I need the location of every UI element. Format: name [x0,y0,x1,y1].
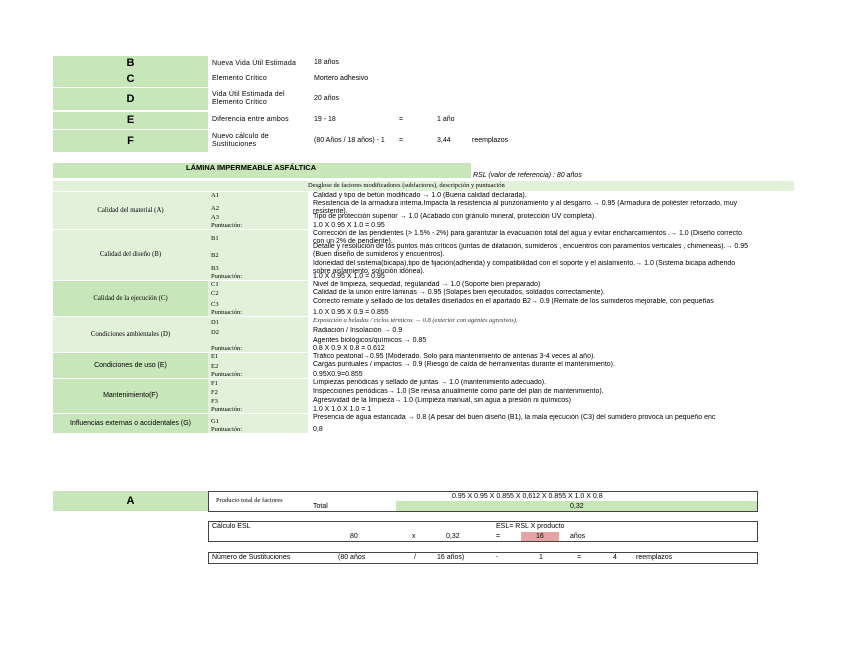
subs-label: Número de Sustituciones [212,554,291,561]
esl-v1: 80 [350,533,358,540]
row-value: (80 Años / 18 años) - 1 [314,137,385,144]
subfactor-text: Agentes biológicos/químicos → 0.85 [313,337,427,344]
subs-minus: - [496,554,499,561]
row-value: 19 - 18 [314,116,336,123]
subfactor-code: E1 [211,353,219,360]
row-letter-cell [53,130,208,152]
subs-v1: (80 años [338,554,366,561]
product-total-value: 0,32 [570,503,584,510]
row-letter-cell [53,71,208,87]
row-letter: C [126,73,135,85]
factor-name: Calidad del diseño (B) [99,251,162,258]
section-title: LÁMINA IMPERMEABLE ASFÁLTICA [186,163,317,172]
factor-name: Calidad del material (A) [97,206,164,214]
subfactor-text: 0.95X0.9=0.855 [313,371,363,378]
subfactor-code: Puntuación: [211,371,243,378]
subfactor-text: Correcto remate y sellado de los detalles diseñados en el apartado B2→ 0.9 (Remate de los sumideros mejorable, con pequeñas [313,298,714,305]
subfactor-code: Puntuación: [211,345,243,352]
row-sign: = [399,137,404,144]
row-letter-cell [53,112,208,129]
subs-v2: 16 años) [437,554,465,561]
subfactor-text: 0,8 [313,426,323,433]
subfactor-code: Puntuación: [211,309,243,316]
subfactor-text: 1.0 X 0.95 X 1.0 = 0.95 [313,222,385,229]
row-value: Mortero adhesivo [314,75,369,82]
subfactor-text: Calidad y tipo de betún modificado → 1.0 (Buena calidad declarada). [313,192,527,199]
subs-eq: = [577,554,582,561]
row-letter: D [126,93,135,105]
subfactor-code: D2 [211,329,219,336]
subfactor-code: F3 [211,398,218,405]
subfactor-code: C1 [211,281,219,288]
subfactor-text: Inspecciones periódicas→ 1.0 (Se revisa anualmente como parte del plan de mantenimiento). [313,388,604,395]
row-extra: reemplazos [472,137,509,144]
esl-v2: 0,32 [446,533,460,540]
factor-name: Mantenimiento(F) [103,392,158,399]
factor-name-cell [53,192,208,229]
subfactor-text: Calidad de la unión entre láminas → 0.95 (Solapes bien ejecutados, soldados correctamente). [313,289,605,296]
row-label: Vida Útil Estimada del Elemento Crítico [212,91,285,106]
esl-op: x [412,533,416,540]
esl-formula: ESL= RSL X producto [496,523,565,530]
product-letter-cell [53,491,208,511]
subfactor-code: A2 [211,205,219,212]
subfactor-text: Limpiezas periódicas y sellado de juntas → 1.0 (mantenimiento adecuado). [313,379,547,386]
subfactor-code: Puntuación: [211,426,243,433]
subfactor-code: C3 [211,301,219,308]
row-letter: B [126,57,135,69]
subfactor-text: Resistencia de la armadura interna.Impacta la resistencia al punzonamiento y al desgarro.→ 0.95 (Armadura de poliéster reforzado, muy resistente). [313,200,738,214]
subs-box [208,552,758,564]
product-letter: A [126,495,135,507]
subfactor-text: Presencia de agua estancada → 0.8 (A pesar del buen diseño (B1), la mala ejecución (C3) del sumidero provoca un pequeño enc [313,414,716,421]
subfactor-text: 1.0 X 1.0 X 1.0 = 1 [313,406,372,413]
row-result: 3,44 [437,137,451,144]
subfactor-code: C2 [211,290,219,297]
subfactor-code: F1 [211,380,218,387]
factor-name-cell [53,379,208,413]
row-label: Diferencia entre ambos [212,116,289,123]
esl-label: Cálculo ESL [212,523,251,530]
subs-op: / [414,554,416,561]
subfactor-code: B3 [211,265,219,272]
subfactor-text: Idoneidad del sistema(bicapa),tipo de fijación(adherida) y compatibilidad con el soporte y el aislamiento.→ 1.0 (Sistema bicapa adherido sobre aislamiento, solución idónea). [313,260,736,274]
subfactor-text: 0.8 X 0.9 X 0.8 = 0.612 [313,345,385,352]
subfactor-code: F2 [211,389,218,396]
subfactor-code: A3 [211,214,219,221]
subs-result: 4 [613,554,617,561]
row-label: Nueva Vida Útil Estimada [212,60,297,67]
product-formula: 0.95 X 0.95 X 0.855 X 0,612 X 0.855 X 1.0 X 0.8 [452,493,603,500]
subfactor-text: Exposición a heladas / ciclos térmicos → 0.8 (exterior con agentes agresivos). [313,317,518,324]
row-sign: = [399,116,404,123]
factor-name-cell [53,414,208,433]
esl-box [208,521,758,542]
subfactor-code: A1 [211,192,219,199]
row-letter-cell [53,88,208,110]
row-letter-cell [53,56,208,71]
row-letter: E [126,114,135,126]
product-total-label: Total [313,503,328,510]
esl-eq: = [496,533,501,540]
row-result: 1 año [437,116,455,123]
esl-result: 16 [536,533,544,540]
esl-unit: años [570,533,586,540]
subs-one: 1 [539,554,543,561]
factor-name-cell [53,230,208,280]
factor-name: Condiciones de uso (E) [94,361,167,369]
subfactor-code: D1 [211,319,219,326]
subfactor-code: E2 [211,363,219,370]
subfactor-text: Tráfico peatonal→0.95 (Moderado. Solo para mantenimiento de antenas 3-4 veces al año). [313,353,596,360]
factor-name-cell [53,353,208,378]
subfactor-text: 1.0 X 0.95 X 0.9 = 0.855 [313,309,389,316]
subfactor-text: Agresividad de la limpieza→ 1.0 (Limpieza manual, sin agua a presión ni químicos) [313,397,571,404]
row-label: Elemento Crítico [212,75,267,82]
subfactor-text: Cargas puntuales / impactos → 0.9 (Riesgo de caída de herramientas durante el mantenimiento). [313,361,615,368]
subfactor-code: B2 [211,252,219,259]
row-letter: F [127,135,134,147]
factor-name: Influencias externas o accidentales (G) [69,419,191,427]
subfactor-text: 1.0 X 0.95 X 1.0 = 0.95 [313,273,385,280]
factor-name-cell [53,317,208,352]
subs-unit: reemplazos [636,554,673,561]
factor-name: Condiciones ambientales (D) [90,330,171,338]
subfactor-text: Tipo de protección superior → 1.0 (Acabado con gránulo mineral, protección UV completa). [313,213,596,220]
subfactor-text: Detalle y resolución de los puntos más críticos (juntas de dilatación, sumideros , encuentros con paramentos verticales , chimeneas).→ 0.95 (Buen diseño de sumideros y encuentros). [313,243,748,258]
rsl-note: RSL (valor de referencia) : 80 años [473,172,582,179]
subfactor-text: Corrección de las pendientes (> 1.5% - 2%) para garantizar la evacuación total del agua y evitar encharcamientos .→ 1.0 (Diseño correcto con un 2% de pendiente). [313,230,742,244]
subfactor-text: Radiación / Insolación → 0.9 [313,327,403,334]
subfactor-text: Nivel de limpieza, sequedad, regularidad → 1.0 (Soporte bien preparado) [313,281,541,288]
factor-name: Calidad de la ejecución (C) [93,294,168,302]
row-value: 20 años [314,95,339,102]
subfactor-code: B1 [211,235,219,242]
row-label: Nuevo cálculo de Sustituciones [212,133,269,148]
product-label: Producto total de factores [216,497,283,504]
breakdown-header: Desglose de factores modificadores (subfactores), descripción y puntuación [308,182,505,189]
subfactor-code: G1 [211,418,219,425]
subfactor-code: Puntuación: [211,406,243,413]
subfactor-code: Puntuación: [211,222,243,229]
row-value: 18 años [314,59,339,66]
factor-name-cell [53,281,208,316]
subfactor-code: Puntuación: [211,273,243,280]
